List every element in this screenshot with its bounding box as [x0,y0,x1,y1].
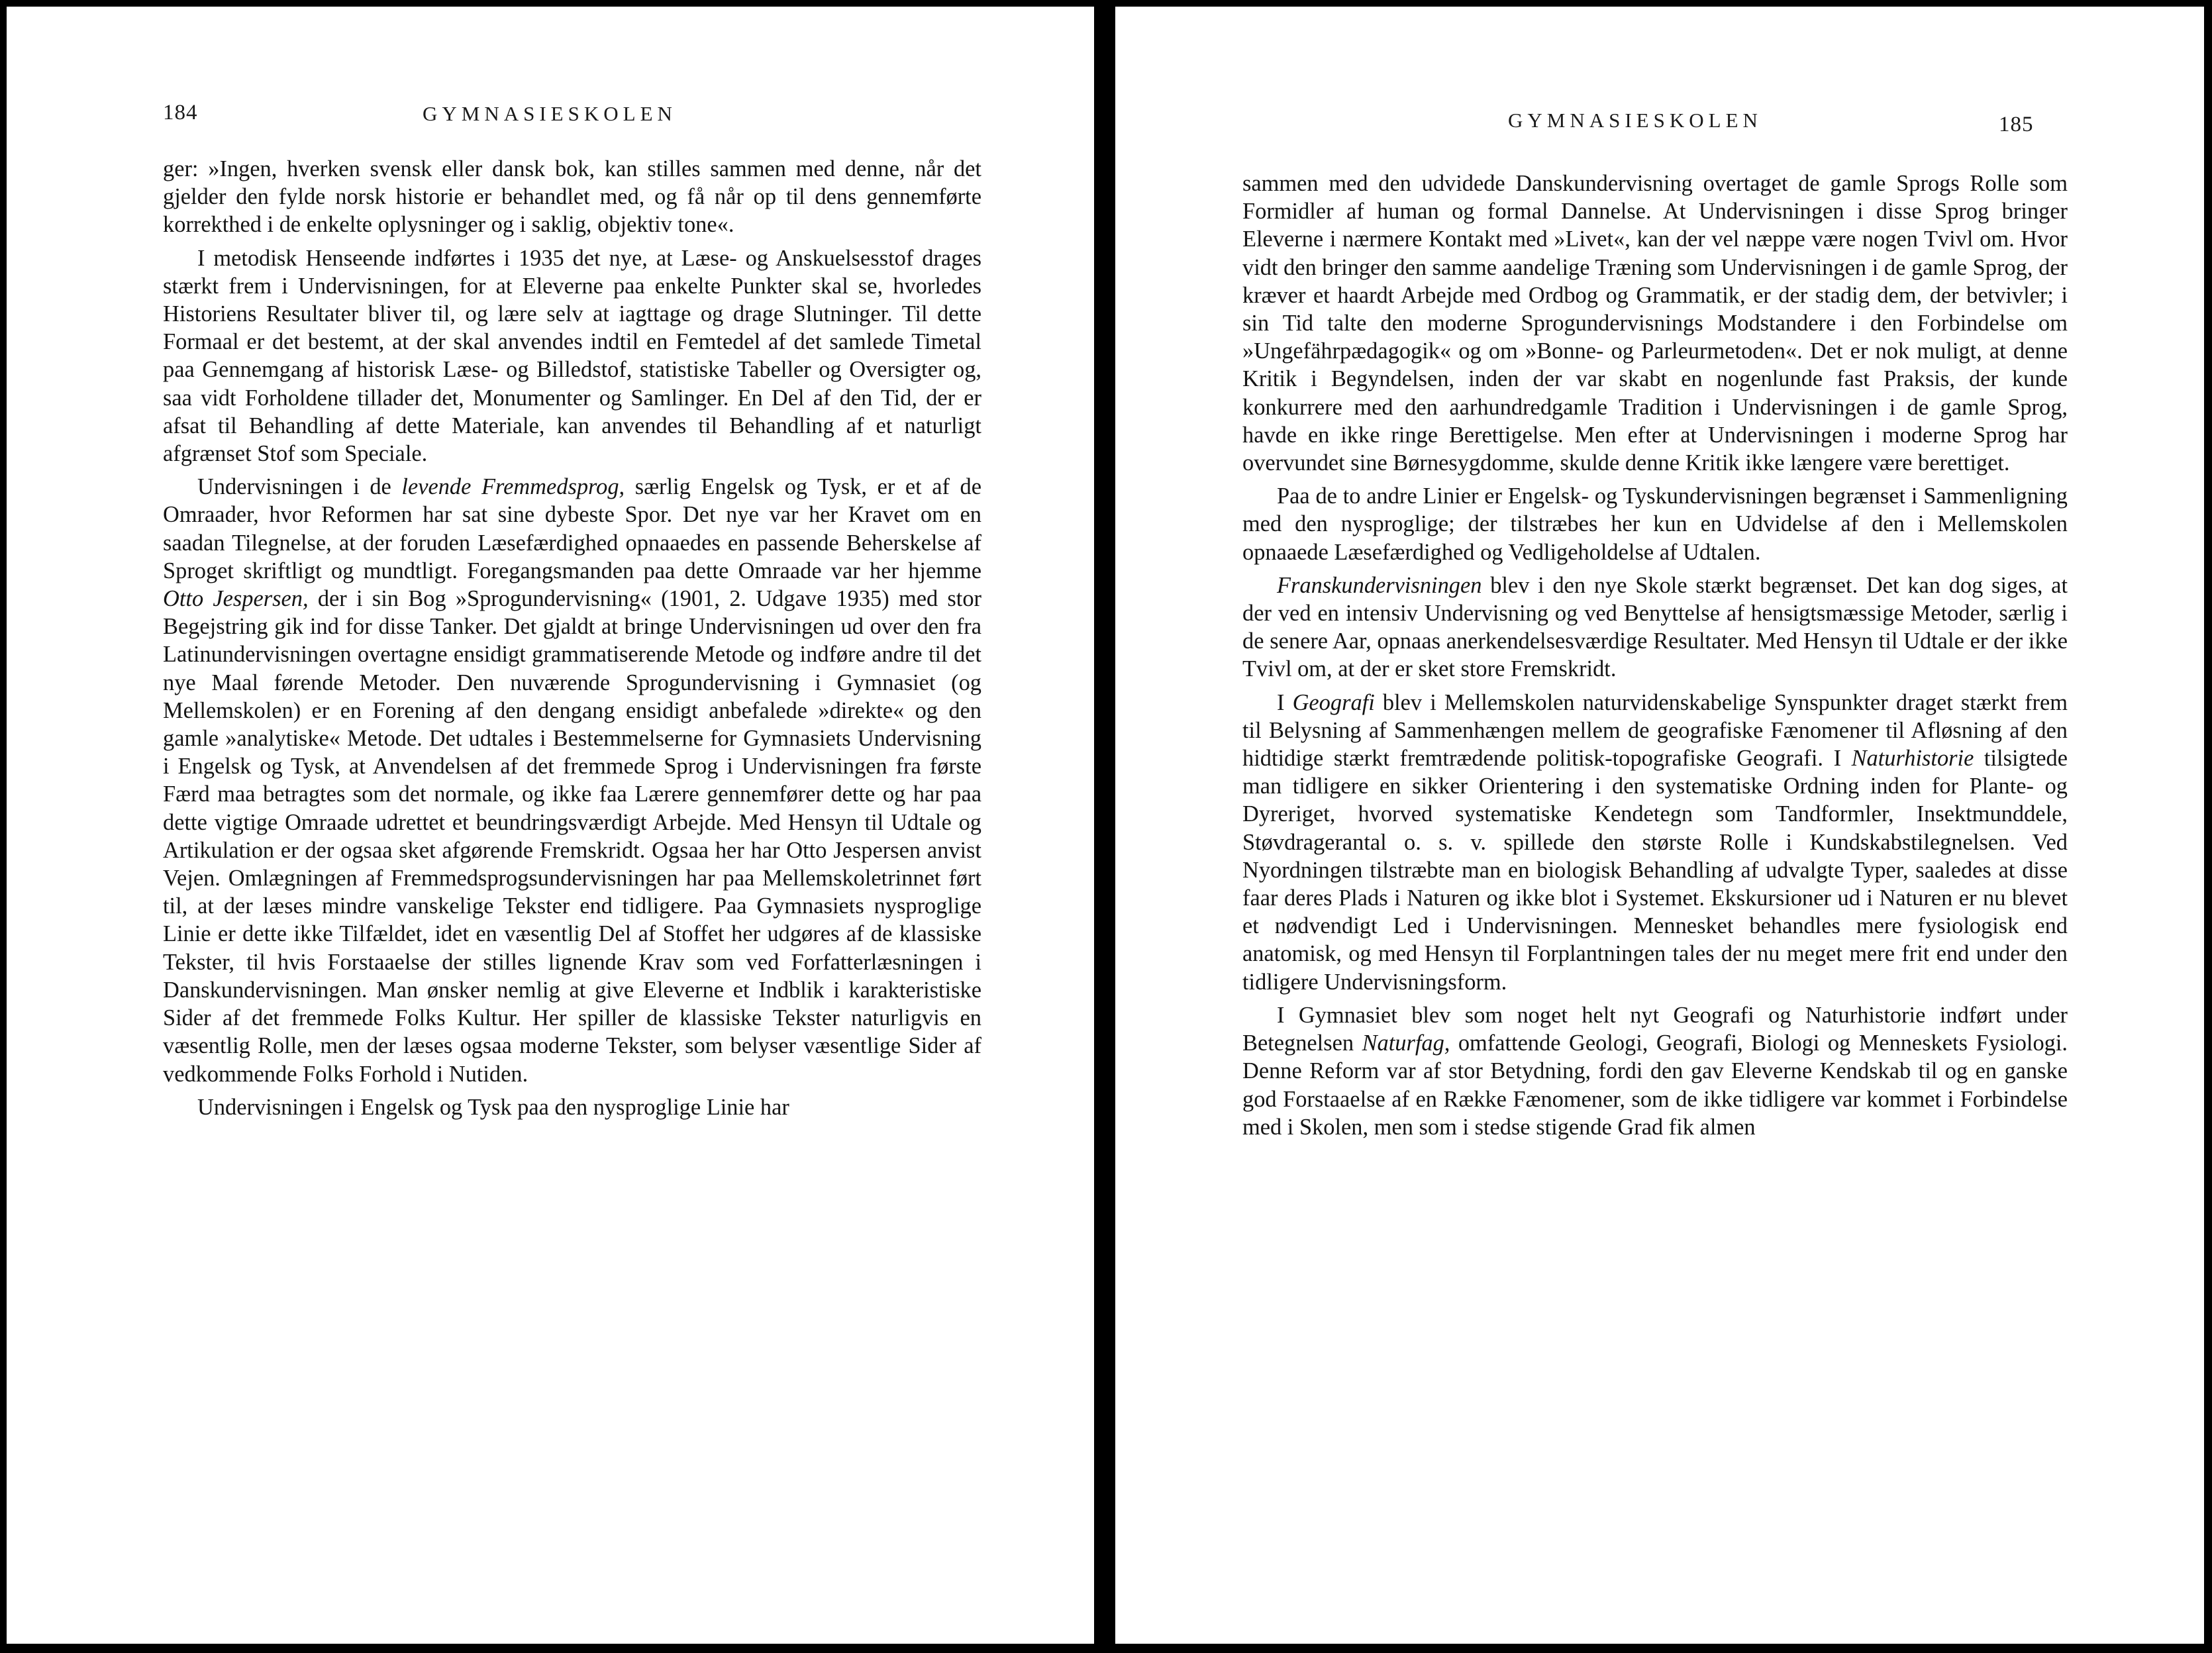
page-number-left: 184 [163,101,198,125]
paragraph [1242,572,2068,683]
italic-text: Franskundervisningen [1277,572,1482,598]
paragraph [1242,482,2068,566]
italic-text: Geografi [1292,689,1375,715]
paragraph [163,155,981,239]
italic-text: Naturhistorie [1851,746,1974,772]
paragraph [163,1093,981,1121]
text-run: sammen med den udvidede Danskundervisning overtaget de gamle Sprogs Rolle som Formidler af human og formal Dannelse. At Undervisningen i disse Sprog bringer Eleverne i nærmere Kontakt med »Livet«, kan der vel næppe være nogen Tvivl om. Hvor vidt den bringer den samme aandelige Træning som Undervisningen i de gamle Sprog, der kræver et haardt Arbejde med Ordbog og Grammatik, er der stadig dem, der betvivler; i sin Tid talte den moderne Sprogundervisnings Modstandere i den Forbindelse om »Ungefährpædagogik« og om »Bonne- og Parleurmetoden«. Det er nok muligt, at denne Kritik i Begyndelsen, inden der var skabt en nogenlunde fast Praksis, der kunde konkurrere med den aarhundredgamle Tradition i Undervisningen i de gamle Sprog, havde en ikke ringe Berettigelse. Men efter at Undervisningen i moderne Sprog har overvundet sine Børnesygdomme, skulde denne Kritik ikke længere være berettiget. [1242,171,2068,476]
italic-text: levende Fremmedsprog, [401,474,625,500]
italic-text: Naturfag, [1362,1030,1450,1056]
text-run: blev i Mellemskolen naturvidenskabelige Synspunkter draget stærkt frem til Belysning af Sammenhængen mellem de geografiske Fænomener til Afløsning af den hidtidige stærkt fremtrædende politisk-topografiske Geografi. I [1242,689,2068,772]
text-run: ger: »Ingen, hverken svensk eller dansk bok, kan stilles sammen med denne, når det gjelder den fylde norsk historie er behandlet med, og få når op til dens gennemførte korrekthed i de enkelte oplysninger og i saklig, objektiv tone«. [163,156,981,238]
text-run: blev i den nye Skole stærkt begrænset. Det kan dog siges, at der ved en intensiv Undervisning og ved Benyttelse af hensigtsmæssige Metoder, særlig i de senere Aar, opnaas anerkendelsesværdige Resultater. Med Hensyn til Udtale er der ikke Tvivl om, at der er sket store Fremskridt. [1242,572,2068,682]
right-page [1115,7,2204,1644]
paragraph [1242,1001,2068,1141]
paragraph [1242,170,2068,477]
italic-text: Otto Jespersen, [163,586,309,612]
running-head-right: GYMNASIESKOLEN [1508,109,1762,132]
text-run: Paa de to andre Linier er Engelsk- og Tyskundervisningen begrænset i Sammenligning med den nysproglige; der tilstræbes her kun en Udvidelse af den i Mellemskolen opnaaede Læsefærdighed og Vedligeholdelse af Udtalen. [1242,483,2068,565]
text-run: omfattende Geologi, Geografi, Biologi og Menneskets Fysiologi. Denne Reform var af stor Betydning, fordi den gav Eleverne Kendskab til og en ganske god Forstaaelse af en Række Fænomener, som de ikke tidligere var kommet i Forbindelse med i Skolen, men som i stedse stigende Grad fik almen [1242,1030,2068,1140]
left-page [7,7,1094,1644]
text-run: der i sin Bog »Sprogundervisning« (1901, 2. Udgave 1935) med stor Begejstring gik ind for disse Tanker. Det gjaldt at bringe Undervisningen ud over den fra Latinundervisningen overtagne ensidigt grammatiserende Metode og indføre andre til det nye Maal førende Metoder. Den nuværende Sprogundervisning i Gymnasiet (og Mellemskolen) er en Forening af den dengang ensidigt anbefalede »direkte« og den gamle »analytiske« Metode. Det udtales i Bestemmelserne for Gymnasiets Undervisning i Engelsk og Tysk, at Anvendelsen af det fremmede Sprog i Undervisningen fra første Færd maa betragtes som det normale, og ikke faa Lærere gennemfører dette og har paa dette vigtige Omraade udrettet et beundringsværdigt Arbejde. Med Hensyn til Udtale og Artikulation er der ogsaa sket afgørende Fremskridt. Ogsaa her har Otto Jespersen anvist Vejen. Omlægningen af Fremmedsprogsundervisningen har paa Mellemskoletrinnet ført til, at der læses mindre vanskelige Tekster end tidligere. Paa Gymnasiets nysproglige Linie er dette ikke Tilfældet, idet en væsentlig Del af Stoffet her udgøres af de klassiske Tekster, til hvis Forstaaelse der stilles lignende Krav som ved Forfatterlæsningen i Danskundervisningen. Man ønsker nemlig at give Eleverne et Indblik i karakteristiske Sider af det fremmede Folks Kultur. Her spiller de klassiske Tekster naturligvis en væsentlig Rolle, men der læses ogsaa moderne Tekster, som belyser væsentlige Sider af vedkommende Folks Forhold i Nutiden. [163,586,981,1087]
left-page-body [163,155,981,1121]
paragraph [1242,689,2068,996]
text-run: I [1277,689,1293,715]
text-run: tilsigtede man tidligere en sikker Orientering i den systematiske Ordning inden for Plante- og Dyreriget, hvorved systematiske Kendetegn som Tandformler, Insektmunddele, Støvdragerantal o. s. v. spillede den største Rolle i Kundskabstilegnelsen. Ved Nyordningen tilstræbte man en biologisk Behandling af udvalgte Typer, saaledes at disse faar deres Plads i Naturen og ikke blot i Systemet. Ekskursioner ud i Naturen er nu blevet et nødvendigt Led i Undervisningen. Mennesket behandles mere fysiologisk end anatomisk, og med Hensyn til Forplantningen tales der nu meget mere frit end under den tidligere Undervisningsform. [1242,746,2068,995]
page-number-right: 185 [1999,113,2034,136]
text-run: særlig Engelsk og Tysk, er et af de Omraader, hvor Reformen har sat sine dybeste Spor. Det nye var her Kravet om en saadan Tilegnelse, at der foruden Læsefærdighed opnaaedes en passende Beherskelse af Sproget skriftligt og mundtligt. Foregangsmanden paa dette Omraade var her hjemme [163,474,981,583]
text-run: Undervisningen i Engelsk og Tysk paa den nysproglige Linie har [197,1094,789,1120]
right-page-body [1242,170,2068,1141]
running-head-left: GYMNASIESKOLEN [423,102,677,125]
text-run: I metodisk Henseende indførtes i 1935 det nye, at Læse- og Anskuelsesstof drages stærkt frem i Undervisningen, for at Eleverne paa enkelte Punkter skal se, hvorledes Historiens Resultater bliver til, og lære selv at iagttage og drage Slutninger. Til dette Formaal er det bestemt, at der skal anvendes indtil en Femtedel af det samlede Timetal paa Gennemgang af historisk Læse- og Billedstof, statistiske Tabeller og Oversigter og, saa vidt Forholdene tillader det, Monumenter og Samlinger. En Del af den Tid, der er afsat til Behandling af dette Materiale, kan anvendes til Behandling af et naturligt afgrænset Stof som Speciale. [163,245,981,467]
paragraph [163,244,981,468]
text-run: Undervisningen i de [197,474,402,500]
text-run: I Gymnasiet blev som noget helt nyt Geografi og Naturhistorie indført under Betegnelsen [1242,1002,2068,1056]
paragraph [163,473,981,1087]
